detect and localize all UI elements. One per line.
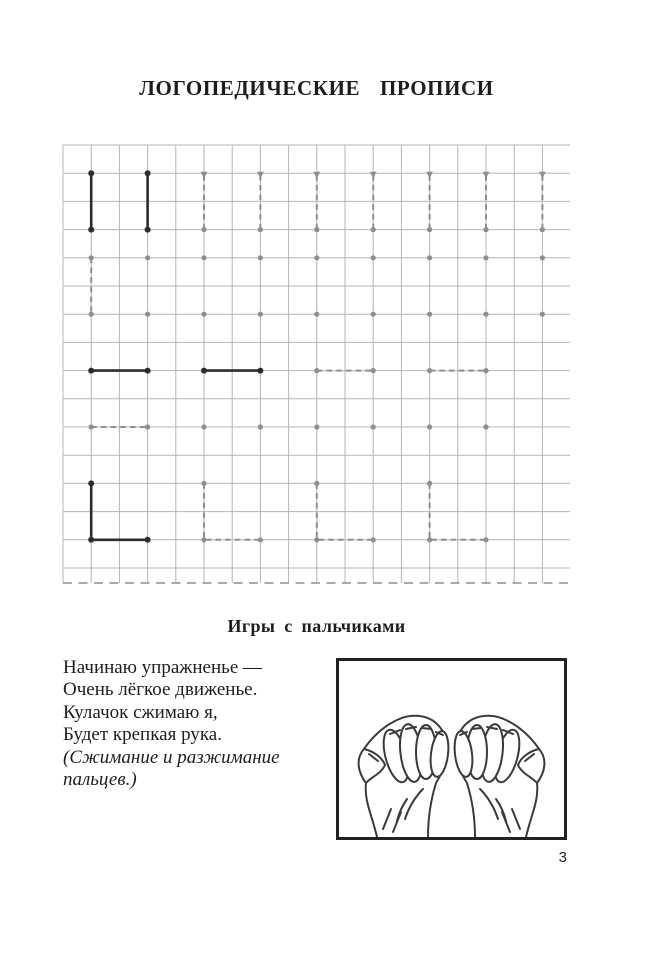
exercise-figure-frame: [336, 658, 567, 840]
poem-note-line: пальцев.): [63, 769, 137, 791]
poem-note-line: (Сжимание и разжимание: [63, 746, 280, 768]
page-number: 3: [558, 849, 567, 866]
poem: [63, 657, 349, 791]
poem-line: Очень лёгкое движенье.: [63, 679, 258, 701]
poem-line: Начинаю упражненье —: [63, 657, 263, 678]
page-title: ЛОГОПЕДИЧЕСКИЕ ПРОПИСИ: [139, 76, 494, 100]
poem-line: Будет крепкая рука.: [63, 724, 222, 746]
fists-illustration: [339, 661, 564, 837]
poem-line: Кулачок сжимаю я,: [63, 701, 218, 723]
section-heading: Игры с пальчиками: [227, 616, 406, 636]
